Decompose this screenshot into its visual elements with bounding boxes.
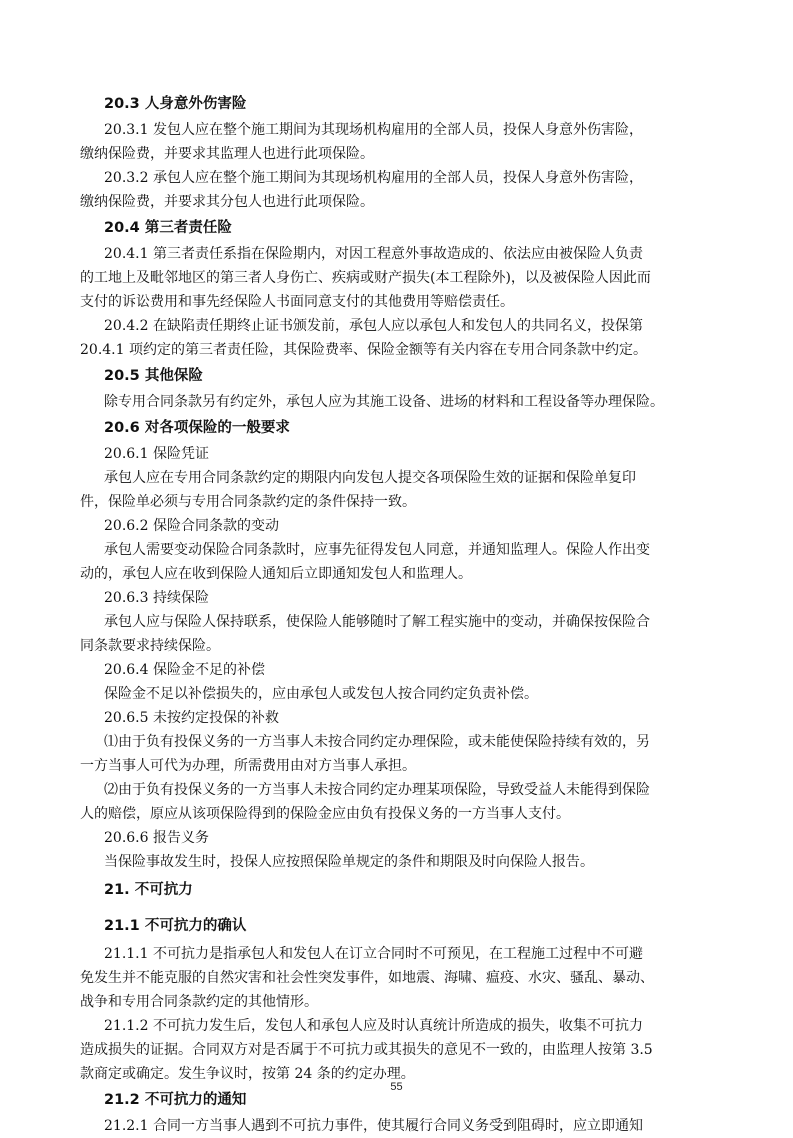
paragraph-line: 当保险事故发生时，投保人应按照保险单规定的条件和期限及时向保险人报告。 [104, 854, 594, 870]
paragraph-line: 20.4.1 第三者责任系指在保险期内，对因工程意外事故造成的、依法应由被保险人负责 [104, 246, 643, 262]
paragraph-line: 战争和专用合同条款约定的其他情形。 [80, 994, 318, 1010]
paragraph-line: 缴纳保险费，并要求其监理人也进行此项保险。 [80, 146, 374, 162]
paragraph-line: 20.3.2 承包人应在整个施工期间为其现场机构雇用的全部人员，投保人身意外伤害险， [104, 170, 643, 186]
page-number: 55 [390, 1081, 403, 1093]
paragraph-line: 动的，承包人应在收到保险人通知后立即通知发包人和监理人。 [80, 566, 472, 582]
paragraph-line: 20.4.1 项约定的第三者责任险，其保险费率、保险金额等有关内容在专用合同条款中约定。 [80, 342, 647, 358]
heading-20-4: 20.4 第三者责任险 [104, 220, 232, 236]
paragraph-line: 造成损失的证据。合同双方对是否属于不可抗力或其损失的意见不一致的，由监理人按第 3.5 [80, 1042, 653, 1058]
paragraph-line: 除专用合同条款另有约定外，承包人应为其施工设备、进场的材料和工程设备等办理保险。 [104, 394, 664, 410]
paragraph-line: 的工地上及毗邻地区的第三者人身伤亡、疾病或财产损失(本工程除外)，以及被保险人因此而 [80, 270, 651, 286]
subheading-20-6-3: 20.6.3 持续保险 [104, 590, 209, 606]
paragraph-line: 20.3.1 发包人应在整个施工期间为其现场机构雇用的全部人员，投保人身意外伤害险， [104, 122, 643, 138]
paragraph-line: 21.1.1 不可抗力是指承包人和发包人在订立合同时不可预见，在工程施工过程中不可避 [104, 946, 643, 962]
heading-20-3: 20.3 人身意外伤害险 [104, 96, 247, 112]
paragraph-line: 承包人应在专用合同条款约定的期限内向发包人提交各项保险生效的证据和保险单复印 [104, 470, 636, 486]
subheading-20-6-2: 20.6.2 保险合同条款的变动 [104, 518, 279, 534]
subheading-20-6-4: 20.6.4 保险金不足的补偿 [104, 662, 265, 678]
subheading-20-6-1: 20.6.1 保险凭证 [104, 446, 209, 462]
heading-21-1: 21.1 不可抗力的确认 [104, 918, 247, 934]
subheading-20-6-6: 20.6.6 报告义务 [104, 830, 209, 846]
subheading-20-6-5: 20.6.5 未按约定投保的补救 [104, 710, 279, 726]
paragraph-line: 21.1.2 不可抗力发生后，发包人和承包人应及时认真统计所造成的损失，收集不可抗力 [104, 1018, 643, 1034]
heading-20-6: 20.6 对各项保险的一般要求 [104, 420, 290, 436]
paragraph-line: 款商定或确定。发生争议时，按第 24 条的约定办理。 [80, 1066, 415, 1082]
paragraph-line: 承包人应与保险人保持联系，使保险人能够随时了解工程实施中的变动，并确保按保险合 [104, 614, 650, 630]
heading-21-2: 21.2 不可抗力的通知 [104, 1092, 247, 1108]
paragraph-line: 一方当事人可代为办理，所需费用由对方当事人承担。 [80, 758, 416, 774]
paragraph-line: 缴纳保险费，并要求其分包人也进行此项保险。 [80, 194, 374, 210]
heading-21: 21. 不可抗力 [104, 882, 193, 898]
paragraph-line: 件，保险单必须与专用合同条款约定的条件保持一致。 [80, 494, 416, 510]
paragraph-line: ⑴由于负有投保义务的一方当事人未按合同约定办理保险，或未能使保险持续有效的，另 [104, 734, 650, 750]
paragraph-line: 支付的诉讼费用和事先经保险人书面同意支付的其他费用等赔偿责任。 [80, 294, 514, 310]
paragraph-line: 承包人需要变动保险合同条款时，应事先征得发包人同意，并通知监理人。保险人作出变 [104, 542, 650, 558]
paragraph-line: 保险金不足以补偿损失的，应由承包人或发包人按合同约定负责补偿。 [104, 686, 538, 702]
heading-20-5: 20.5 其他保险 [104, 368, 203, 384]
paragraph-line: 人的赔偿，原应从该项保险得到的保险金应由负有投保义务的一方当事人支付。 [80, 806, 570, 822]
paragraph-line: 免发生并不能克服的自然灾害和社会性突发事件，如地震、海啸、瘟疫、水灾、骚乱、暴动、 [80, 970, 654, 986]
paragraph-line: 同条款要求持续保险。 [80, 638, 220, 654]
paragraph-line: 21.2.1 合同一方当事人遇到不可抗力事件，使其履行合同义务受到阻碍时，应立即通知 [104, 1118, 643, 1134]
paragraph-line: 20.4.2 在缺陷责任期终止证书颁发前，承包人应以承包人和发包人的共同名义，投保第 [104, 318, 643, 334]
paragraph-line: ⑵由于负有投保义务的一方当事人未按合同约定办理某项保险，导致受益人未能得到保险 [104, 782, 650, 798]
